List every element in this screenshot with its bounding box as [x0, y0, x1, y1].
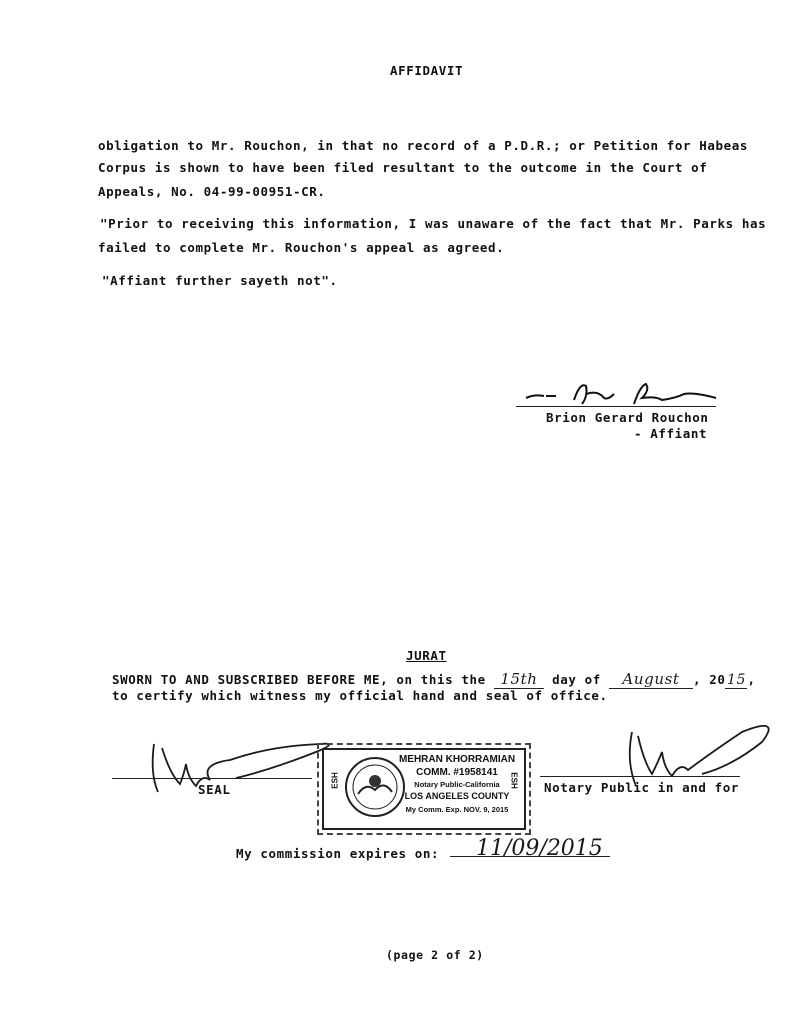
- commission-date-line: [450, 856, 610, 857]
- commission-date: 11/09/2015: [476, 836, 603, 861]
- paragraph-2-line-1: "Prior to receiving this information, I was unaware of the fact that Mr. Parks has: [100, 216, 767, 231]
- affiant-name: Brion Gerard Rouchon: [546, 410, 709, 425]
- paragraph-3: "Affiant further sayeth not".: [102, 273, 338, 288]
- seal-signature-line: [112, 778, 312, 779]
- jurat-line-2: to certify which witness my official hand and seal of office.: [112, 688, 608, 703]
- paragraph-1-line-1: obligation to Mr. Rouchon, in that no record of a P.D.R.; or Petition for Habeas: [98, 138, 749, 153]
- stamp-notary-name: MEHRAN KHORRAMIAN: [398, 754, 516, 765]
- notary-public-label: Notary Public in and for: [544, 780, 740, 795]
- page-number: (page 2 of 2): [386, 948, 484, 962]
- paragraph-2-line-2: failed to complete Mr. Rouchon's appeal as agreed.: [98, 240, 505, 255]
- notary-stamp: [322, 748, 526, 830]
- jurat-day-of: day of: [552, 672, 601, 687]
- commission-label: My commission expires on:: [236, 846, 440, 861]
- jurat-year-suffix: 15: [726, 672, 746, 688]
- jurat-heading: JURAT: [406, 648, 447, 663]
- paragraph-1-line-3: Appeals, No. 04-99-00951-CR.: [98, 184, 326, 199]
- jurat-year-prefix: , 20: [692, 672, 726, 687]
- affiant-role: - Affiant: [634, 426, 708, 441]
- paragraph-1-line-2: Corpus is shown to have been filed resultant to the outcome in the Court of: [98, 160, 708, 175]
- stamp-state: Notary Public-California: [414, 780, 500, 789]
- notary-signature-line: [540, 776, 740, 777]
- california-seal-icon: [344, 756, 406, 818]
- jurat-sworn-line: SWORN TO AND SUBSCRIBED BEFORE ME, on this the 15th day of August , 2015 ,: [112, 670, 756, 688]
- stamp-expiration: My Comm. Exp. NOV. 9, 2015: [405, 805, 509, 814]
- stamp-commission-number: COMM. #1958141: [416, 767, 498, 778]
- jurat-day: 15th: [494, 670, 544, 689]
- seal-label: SEAL: [198, 782, 231, 797]
- affiant-signature-line: [516, 406, 716, 407]
- document-title: AFFIDAVIT: [390, 63, 464, 78]
- stamp-county: LOS ANGELES COUNTY: [404, 791, 510, 801]
- jurat-month: August: [609, 670, 693, 689]
- jurat-sworn-prefix: SWORN TO AND SUBSCRIBED BEFORE ME, on this the: [112, 672, 486, 687]
- stamp-side-left: ESH: [330, 772, 340, 789]
- stamp-side-right: ESH: [509, 772, 519, 789]
